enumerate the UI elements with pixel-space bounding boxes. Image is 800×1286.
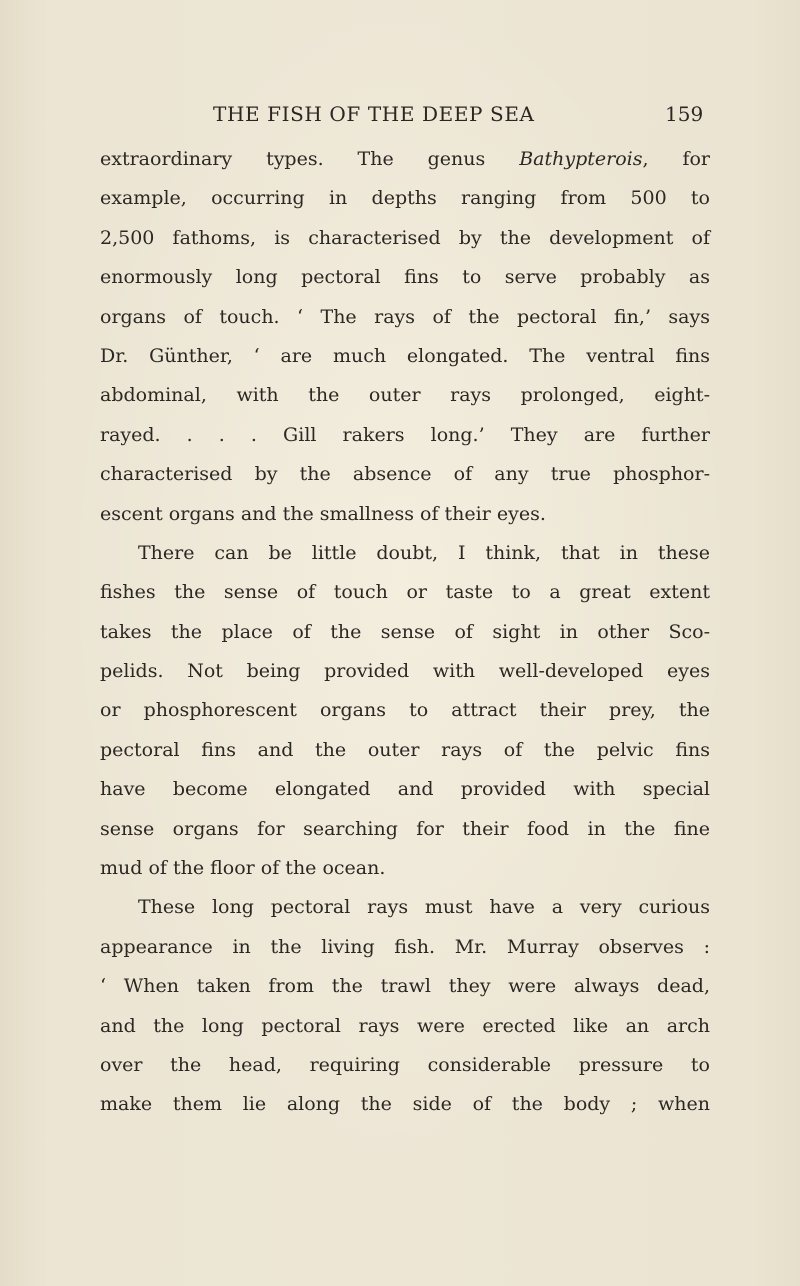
page-number: 159 xyxy=(665,102,704,126)
text-line: mud of the floor of the ocean. xyxy=(100,857,386,880)
text-line: organs of touch. ‘ The rays of the pectoral fin,’ says xyxy=(100,305,710,328)
text-line: and the long pectoral rays were erected like an arch xyxy=(100,1014,710,1037)
text-line: sense organs for searching for their food in the fine xyxy=(100,817,710,840)
body-text xyxy=(100,140,710,1125)
text-line: fishes the sense of touch or taste to a great extent xyxy=(100,581,710,604)
text-line: appearance in the living fish. Mr. Murray observes : xyxy=(100,935,710,958)
text-line: pelids. Not being provided with well-developed eyes xyxy=(100,660,710,683)
text-line-part: extraordinary types. The genus xyxy=(100,148,520,170)
text-line: takes the place of the sense of sight in other Sco- xyxy=(100,620,710,643)
text-line: pectoral fins and the outer rays of the pelvic fins xyxy=(100,738,710,761)
paragraph-first-line: These long pectoral rays must have a very curious xyxy=(138,896,710,919)
text-line: escent organs and the smallness of their eyes. xyxy=(100,502,546,525)
text-line: Dr. Günther, ‘ are much elongated. The ventral fins xyxy=(100,344,710,367)
text-line: 2,500 fathoms, is characterised by the development of xyxy=(100,226,710,249)
paragraph-first-line: There can be little doubt, I think, that in these xyxy=(138,541,710,564)
text-line: make them lie along the side of the body ; when xyxy=(100,1093,710,1116)
text-line: example, occurring in depths ranging from 500 to xyxy=(100,187,710,210)
text-line: ‘ When taken from the trawl they were always dead, xyxy=(100,975,710,998)
running-title: THE FISH OF THE DEEP SEA xyxy=(213,102,535,126)
text-line: rayed. . . . Gill rakers long.’ They are further xyxy=(100,423,710,446)
running-head xyxy=(0,102,800,132)
text-line: over the head, requiring considerable pressure to xyxy=(100,1053,710,1076)
text-line xyxy=(100,140,710,179)
text-line: abdominal, with the outer rays prolonged, eight- xyxy=(100,384,710,407)
text-line: or phosphorescent organs to attract their prey, the xyxy=(100,699,710,722)
text-line: have become elongated and provided with special xyxy=(100,778,710,801)
text-line-part: , for xyxy=(642,148,710,170)
text-line: enormously long pectoral fins to serve probably as xyxy=(100,266,710,289)
genus-name: Bathypterois xyxy=(519,148,643,170)
text-line: characterised by the absence of any true phosphor- xyxy=(100,463,710,486)
